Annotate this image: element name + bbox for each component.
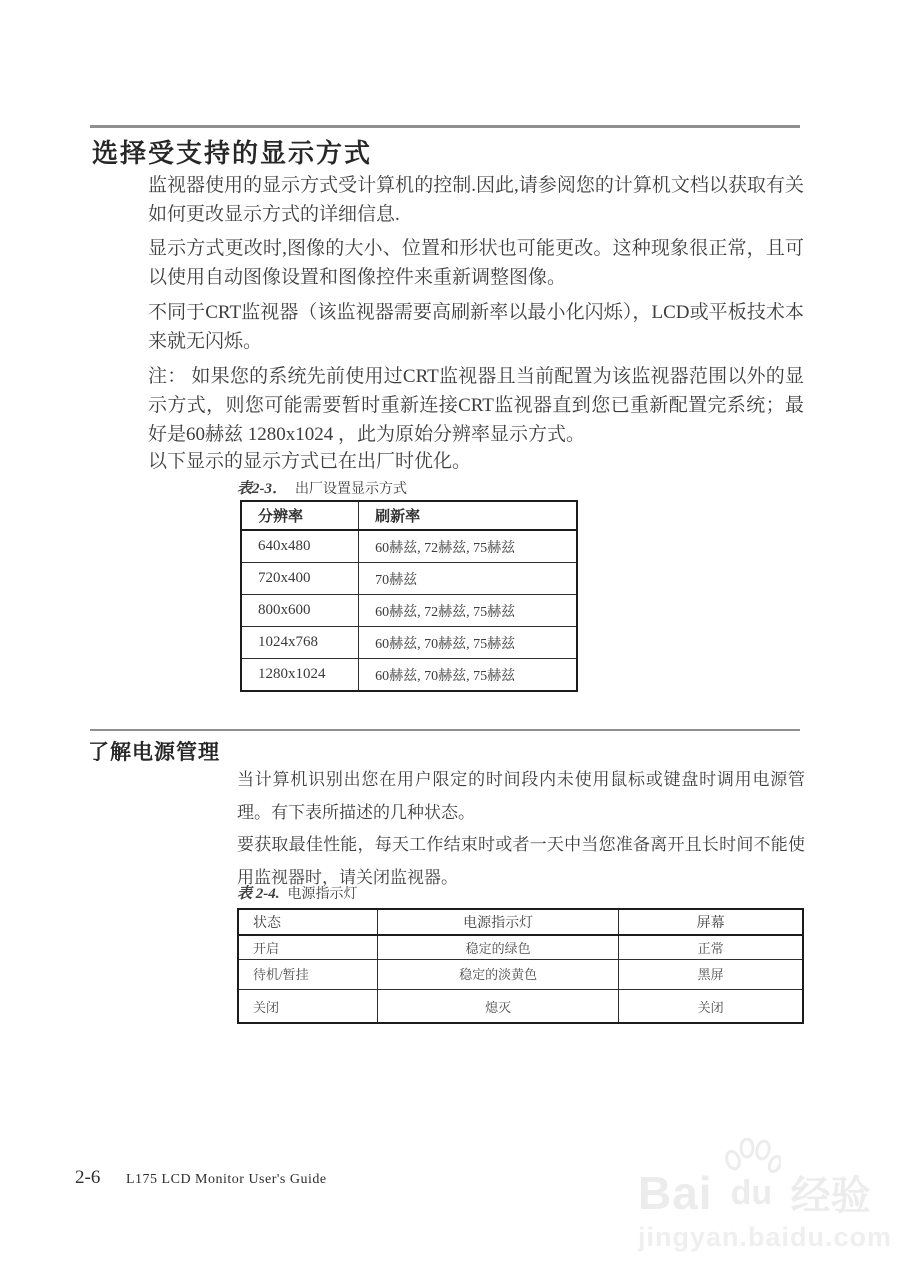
baidu-jingyan-watermark bbox=[638, 1152, 898, 1253]
screen-cell: 正常 bbox=[619, 935, 803, 960]
watermark-url: jingyan.baidu.com bbox=[638, 1222, 893, 1252]
table-header-row bbox=[241, 501, 577, 530]
section1-paragraph-2: 显示方式更改时,图像的大小、位置和形状也可能更改。这种现象很正常，且可以使用自动图像设置和图像控件来重新调整图像。 bbox=[148, 238, 804, 288]
power-led-cell: 熄灭 bbox=[378, 990, 619, 1024]
table-row bbox=[241, 627, 577, 659]
table2-caption-text: 电源指示灯 bbox=[287, 887, 358, 902]
resolution-cell: 640x480 bbox=[241, 530, 359, 563]
document-title: L175 LCD Monitor User's Guide bbox=[126, 1172, 327, 1187]
table-row bbox=[241, 659, 577, 692]
section1-heading: 选择受支持的显示方式 bbox=[92, 138, 373, 168]
power-led-cell: 稳定的淡黄色 bbox=[378, 960, 619, 990]
state-cell: 开启 bbox=[238, 935, 378, 960]
factory-display-modes-table bbox=[240, 500, 578, 692]
refresh-rate-cell: 60赫兹, 72赫兹, 75赫兹 bbox=[359, 595, 577, 627]
watermark-du-text: du bbox=[730, 1174, 773, 1212]
section2-heading: 了解电源管理 bbox=[88, 741, 220, 764]
section-divider-rule bbox=[90, 125, 800, 128]
power-indicator-table bbox=[237, 908, 804, 1024]
column-header-resolution: 分辨率 bbox=[241, 501, 359, 530]
resolution-cell: 720x400 bbox=[241, 563, 359, 595]
table2-caption bbox=[237, 882, 358, 903]
resolution-cell: 1024x768 bbox=[241, 627, 359, 659]
column-header-refresh-rate: 刷新率 bbox=[359, 501, 577, 530]
table-row bbox=[241, 530, 577, 563]
table-row bbox=[238, 935, 803, 960]
table-header-row bbox=[238, 909, 803, 935]
table1-caption-text: 出厂设置显示方式 bbox=[295, 482, 407, 497]
table2-caption-label: 表 2-4. bbox=[237, 886, 280, 902]
page-number: 2-6 bbox=[75, 1167, 101, 1188]
state-cell: 关闭 bbox=[238, 990, 378, 1024]
section-divider-rule bbox=[90, 729, 800, 731]
resolution-cell: 1280x1024 bbox=[241, 659, 359, 692]
column-header-screen: 屏幕 bbox=[619, 909, 803, 935]
column-header-power-led: 电源指示灯 bbox=[378, 909, 619, 935]
watermark-bai-text: Bai bbox=[638, 1167, 713, 1219]
state-cell: 待机/暂挂 bbox=[238, 960, 378, 990]
watermark-logo-row bbox=[638, 1152, 898, 1219]
section1-note: 注： 如果您的系统先前使用过CRT监视器且当前配置为该监视器范围以外的显示方式，则您可能需要暂时重新连接CRT监视器直到您已重新配置完系统；最好是60赫兹 1280x1024 ，此为原始分辨率显示方式。 bbox=[148, 366, 804, 445]
power-led-cell: 稳定的绿色 bbox=[378, 935, 619, 960]
refresh-rate-cell: 60赫兹, 70赫兹, 75赫兹 bbox=[359, 659, 577, 692]
resolution-cell: 800x600 bbox=[241, 595, 359, 627]
section1-paragraph-1: 监视器使用的显示方式受计算机的控制.因此,请参阅您的计算机文档以获取有关如何更改显示方式的详细信息. bbox=[148, 175, 804, 225]
table1-caption bbox=[237, 477, 407, 498]
table-row bbox=[238, 990, 803, 1024]
refresh-rate-cell: 70赫兹 bbox=[359, 563, 577, 595]
watermark-du-block bbox=[715, 1152, 787, 1216]
refresh-rate-cell: 60赫兹, 72赫兹, 75赫兹 bbox=[359, 530, 577, 563]
section1-paragraph-3: 不同于CRT监视器（该监视器需要高刷新率以最小化闪烁），LCD或平板技术本来就无闪烁。 bbox=[148, 302, 804, 352]
section2-paragraph-2: 要获取最佳性能，每天工作结束时或者一天中当您准备离开且长时间不能使用监视器时，请关闭监视器。 bbox=[237, 835, 805, 887]
column-header-state: 状态 bbox=[238, 909, 378, 935]
screen-cell: 关闭 bbox=[619, 990, 803, 1024]
table-row bbox=[238, 960, 803, 990]
table1-caption-label: 表2-3． bbox=[237, 481, 287, 497]
screen-cell: 黑屏 bbox=[619, 960, 803, 990]
refresh-rate-cell: 60赫兹, 70赫兹, 75赫兹 bbox=[359, 627, 577, 659]
watermark-jingyan-text: 经验 bbox=[790, 1174, 871, 1218]
table-row bbox=[241, 563, 577, 595]
section1-paragraph-5: 以下显示的显示方式已在出厂时优化。 bbox=[148, 451, 472, 472]
section2-paragraph-1: 当计算机识别出您在用户限定的时间段内未使用鼠标或键盘时调用电源管理。有下表所描述的几种状态。 bbox=[237, 770, 805, 822]
table-row bbox=[241, 595, 577, 627]
